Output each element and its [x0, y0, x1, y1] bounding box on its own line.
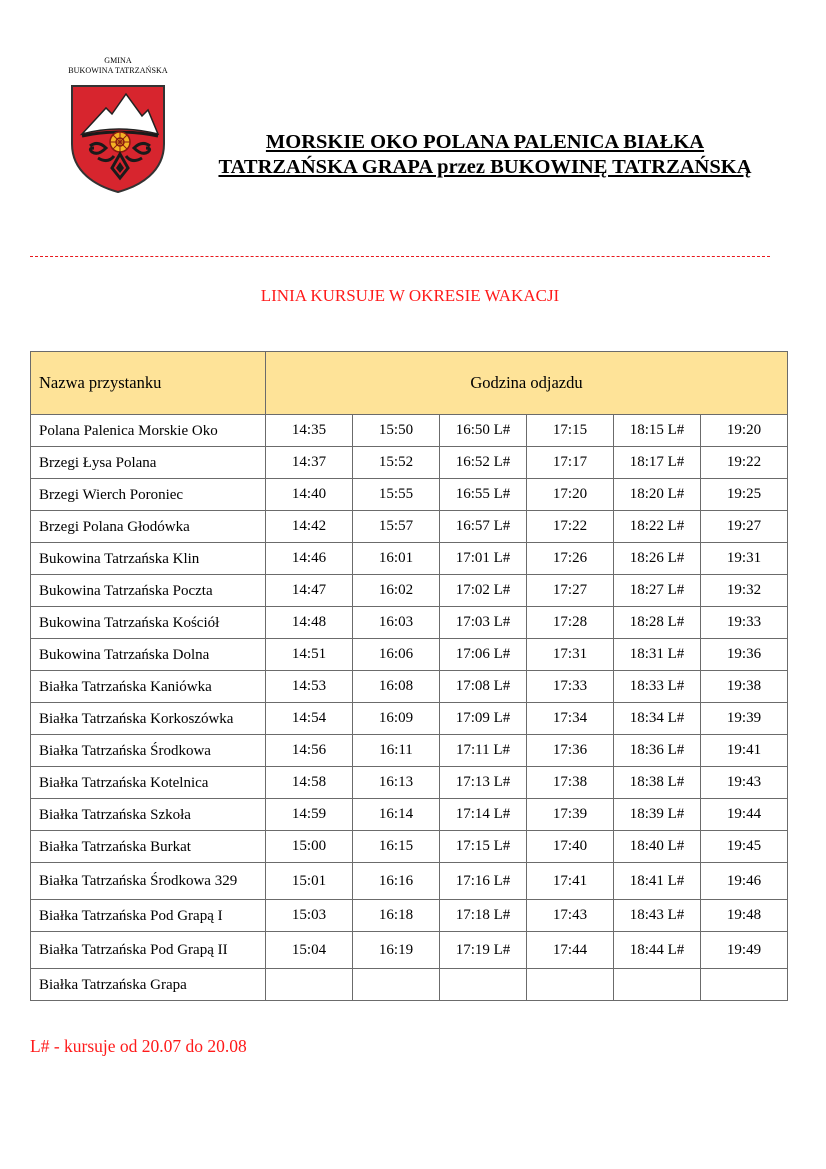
departure-time: 17:02 L# [440, 575, 527, 607]
departure-time: 17:26 [527, 543, 614, 575]
departure-time: 14:54 [266, 703, 353, 735]
table-row [31, 767, 788, 799]
coat-of-arms-icon [68, 82, 168, 194]
departure-time: 17:38 [527, 767, 614, 799]
departure-time: 17:15 L# [440, 831, 527, 863]
departure-time: 19:43 [701, 767, 788, 799]
departure-time: 17:34 [527, 703, 614, 735]
departure-time: 17:22 [527, 511, 614, 543]
stop-name: Białka Tatrzańska Pod Grapą II [31, 932, 266, 969]
table-row [31, 511, 788, 543]
departure-time: 14:53 [266, 671, 353, 703]
table-row [31, 415, 788, 447]
red-divider [30, 256, 770, 257]
departure-time: 17:39 [527, 799, 614, 831]
departure-time: 14:37 [266, 447, 353, 479]
departure-time: 16:11 [353, 735, 440, 767]
table-row [31, 575, 788, 607]
departure-time: 19:48 [701, 900, 788, 932]
departure-time: 18:27 L# [614, 575, 701, 607]
departure-time: 18:22 L# [614, 511, 701, 543]
stop-name: Białka Tatrzańska Środkowa 329 [31, 863, 266, 900]
departure-time: 16:55 L# [440, 479, 527, 511]
departure-time [266, 969, 353, 1001]
service-period-notice: LINIA KURSUJE W OKRESIE WAKACJI [260, 286, 560, 305]
table-row [31, 799, 788, 831]
table-row [31, 479, 788, 511]
title-line-2: TATRZAŃSKA GRAPA przez BUKOWINĘ TATRZAŃSKĄ [218, 156, 752, 178]
departure-time: 18:41 L# [614, 863, 701, 900]
departure-time: 16:01 [353, 543, 440, 575]
departure-time: 14:51 [266, 639, 353, 671]
departure-time: 19:49 [701, 932, 788, 969]
departure-time: 17:08 L# [440, 671, 527, 703]
departure-time: 15:55 [353, 479, 440, 511]
departure-time [701, 969, 788, 1001]
departure-time: 17:44 [527, 932, 614, 969]
departure-time: 18:39 L# [614, 799, 701, 831]
departure-time: 17:19 L# [440, 932, 527, 969]
departure-time: 14:40 [266, 479, 353, 511]
table-row [31, 703, 788, 735]
departure-time: 19:25 [701, 479, 788, 511]
departure-time: 19:38 [701, 671, 788, 703]
page-title [180, 130, 790, 180]
departure-time: 16:52 L# [440, 447, 527, 479]
departure-time: 14:46 [266, 543, 353, 575]
stop-name: Bukowina Tatrzańska Poczta [31, 575, 266, 607]
departure-time [527, 969, 614, 1001]
departure-time: 14:56 [266, 735, 353, 767]
departure-time: 17:36 [527, 735, 614, 767]
departure-time: 18:36 L# [614, 735, 701, 767]
departure-time: 18:28 L# [614, 607, 701, 639]
table-row [31, 735, 788, 767]
departure-time: 17:18 L# [440, 900, 527, 932]
departure-time: 19:39 [701, 703, 788, 735]
departure-time: 16:13 [353, 767, 440, 799]
stop-name: Białka Tatrzańska Szkoła [31, 799, 266, 831]
logo-caption-line2: BUKOWINA TATRZAŃSKA [68, 66, 168, 75]
departure-time: 15:00 [266, 831, 353, 863]
table-row [31, 671, 788, 703]
departure-time: 15:01 [266, 863, 353, 900]
departure-time: 17:31 [527, 639, 614, 671]
timetable [30, 351, 788, 1001]
departure-time: 18:33 L# [614, 671, 701, 703]
stop-name: Bukowina Tatrzańska Dolna [31, 639, 266, 671]
timetable-header-row [31, 352, 788, 415]
departure-time: 17:15 [527, 415, 614, 447]
table-row [31, 969, 788, 1001]
column-header-stop: Nazwa przystanku [31, 352, 266, 415]
stop-name: Bukowina Tatrzańska Klin [31, 543, 266, 575]
departure-time: 14:35 [266, 415, 353, 447]
departure-time: 16:06 [353, 639, 440, 671]
departure-time: 16:16 [353, 863, 440, 900]
departure-time: 16:14 [353, 799, 440, 831]
departure-time: 14:47 [266, 575, 353, 607]
departure-time: 18:26 L# [614, 543, 701, 575]
departure-time: 19:22 [701, 447, 788, 479]
departure-time: 17:17 [527, 447, 614, 479]
departure-time: 16:08 [353, 671, 440, 703]
column-header-departures: Godzina odjazdu [266, 352, 788, 415]
table-row [31, 447, 788, 479]
departure-time: 17:43 [527, 900, 614, 932]
departure-time: 16:15 [353, 831, 440, 863]
stop-name: Polana Palenica Morskie Oko [31, 415, 266, 447]
departure-time [440, 969, 527, 1001]
table-row [31, 900, 788, 932]
departure-time [614, 969, 701, 1001]
departure-time: 17:13 L# [440, 767, 527, 799]
departure-time: 18:20 L# [614, 479, 701, 511]
departure-time: 18:17 L# [614, 447, 701, 479]
table-row [31, 543, 788, 575]
departure-time: 18:15 L# [614, 415, 701, 447]
departure-time: 19:46 [701, 863, 788, 900]
departure-time: 19:33 [701, 607, 788, 639]
departure-time: 19:44 [701, 799, 788, 831]
table-row [31, 932, 788, 969]
departure-time: 19:41 [701, 735, 788, 767]
departure-time: 16:19 [353, 932, 440, 969]
stop-name: Bukowina Tatrzańska Kościół [31, 607, 266, 639]
departure-time: 15:57 [353, 511, 440, 543]
stop-name: Brzegi Wierch Poroniec [31, 479, 266, 511]
departure-time: 19:31 [701, 543, 788, 575]
table-row [31, 863, 788, 900]
departure-time: 19:32 [701, 575, 788, 607]
departure-time: 18:38 L# [614, 767, 701, 799]
stop-name: Białka Tatrzańska Kaniówka [31, 671, 266, 703]
departure-time: 18:40 L# [614, 831, 701, 863]
departure-time: 15:50 [353, 415, 440, 447]
departure-time: 15:03 [266, 900, 353, 932]
departure-time: 16:50 L# [440, 415, 527, 447]
departure-time: 18:31 L# [614, 639, 701, 671]
table-row [31, 831, 788, 863]
departure-time: 14:48 [266, 607, 353, 639]
departure-time: 18:44 L# [614, 932, 701, 969]
stop-name: Brzegi Polana Głodówka [31, 511, 266, 543]
departure-time: 19:20 [701, 415, 788, 447]
table-row [31, 607, 788, 639]
departure-time: 19:45 [701, 831, 788, 863]
stop-name: Białka Tatrzańska Grapa [31, 969, 266, 1001]
departure-time: 17:41 [527, 863, 614, 900]
departure-time: 17:20 [527, 479, 614, 511]
departure-time: 16:18 [353, 900, 440, 932]
departure-time: 14:59 [266, 799, 353, 831]
stop-name: Białka Tatrzańska Korkoszówka [31, 703, 266, 735]
logo-caption-line1: GMINA [104, 56, 132, 65]
departure-time: 16:09 [353, 703, 440, 735]
departure-time: 19:36 [701, 639, 788, 671]
title-line-1: MORSKIE OKO POLANA PALENICA BIAŁKA [265, 131, 705, 153]
departure-time: 15:52 [353, 447, 440, 479]
departure-time: 17:40 [527, 831, 614, 863]
departure-time [353, 969, 440, 1001]
table-row [31, 639, 788, 671]
departure-time: 17:11 L# [440, 735, 527, 767]
departure-time: 17:14 L# [440, 799, 527, 831]
stop-name: Brzegi Łysa Polana [31, 447, 266, 479]
stop-name: Białka Tatrzańska Środkowa [31, 735, 266, 767]
footnote-legend: L# - kursuje od 20.07 do 20.08 [30, 1036, 247, 1056]
departure-time: 16:02 [353, 575, 440, 607]
departure-time: 17:16 L# [440, 863, 527, 900]
departure-time: 18:34 L# [614, 703, 701, 735]
stop-name: Białka Tatrzańska Pod Grapą I [31, 900, 266, 932]
departure-time: 17:33 [527, 671, 614, 703]
departure-time: 19:27 [701, 511, 788, 543]
departure-time: 14:58 [266, 767, 353, 799]
logo-caption [58, 56, 178, 76]
departure-time: 16:03 [353, 607, 440, 639]
departure-time: 17:06 L# [440, 639, 527, 671]
departure-time: 17:03 L# [440, 607, 527, 639]
departure-time: 15:04 [266, 932, 353, 969]
departure-time: 14:42 [266, 511, 353, 543]
stop-name: Białka Tatrzańska Burkat [31, 831, 266, 863]
departure-time: 16:57 L# [440, 511, 527, 543]
departure-time: 18:43 L# [614, 900, 701, 932]
departure-time: 17:27 [527, 575, 614, 607]
departure-time: 17:09 L# [440, 703, 527, 735]
timetable-body [31, 415, 788, 1001]
municipality-logo [58, 56, 178, 191]
departure-time: 17:01 L# [440, 543, 527, 575]
departure-time: 17:28 [527, 607, 614, 639]
stop-name: Białka Tatrzańska Kotelnica [31, 767, 266, 799]
